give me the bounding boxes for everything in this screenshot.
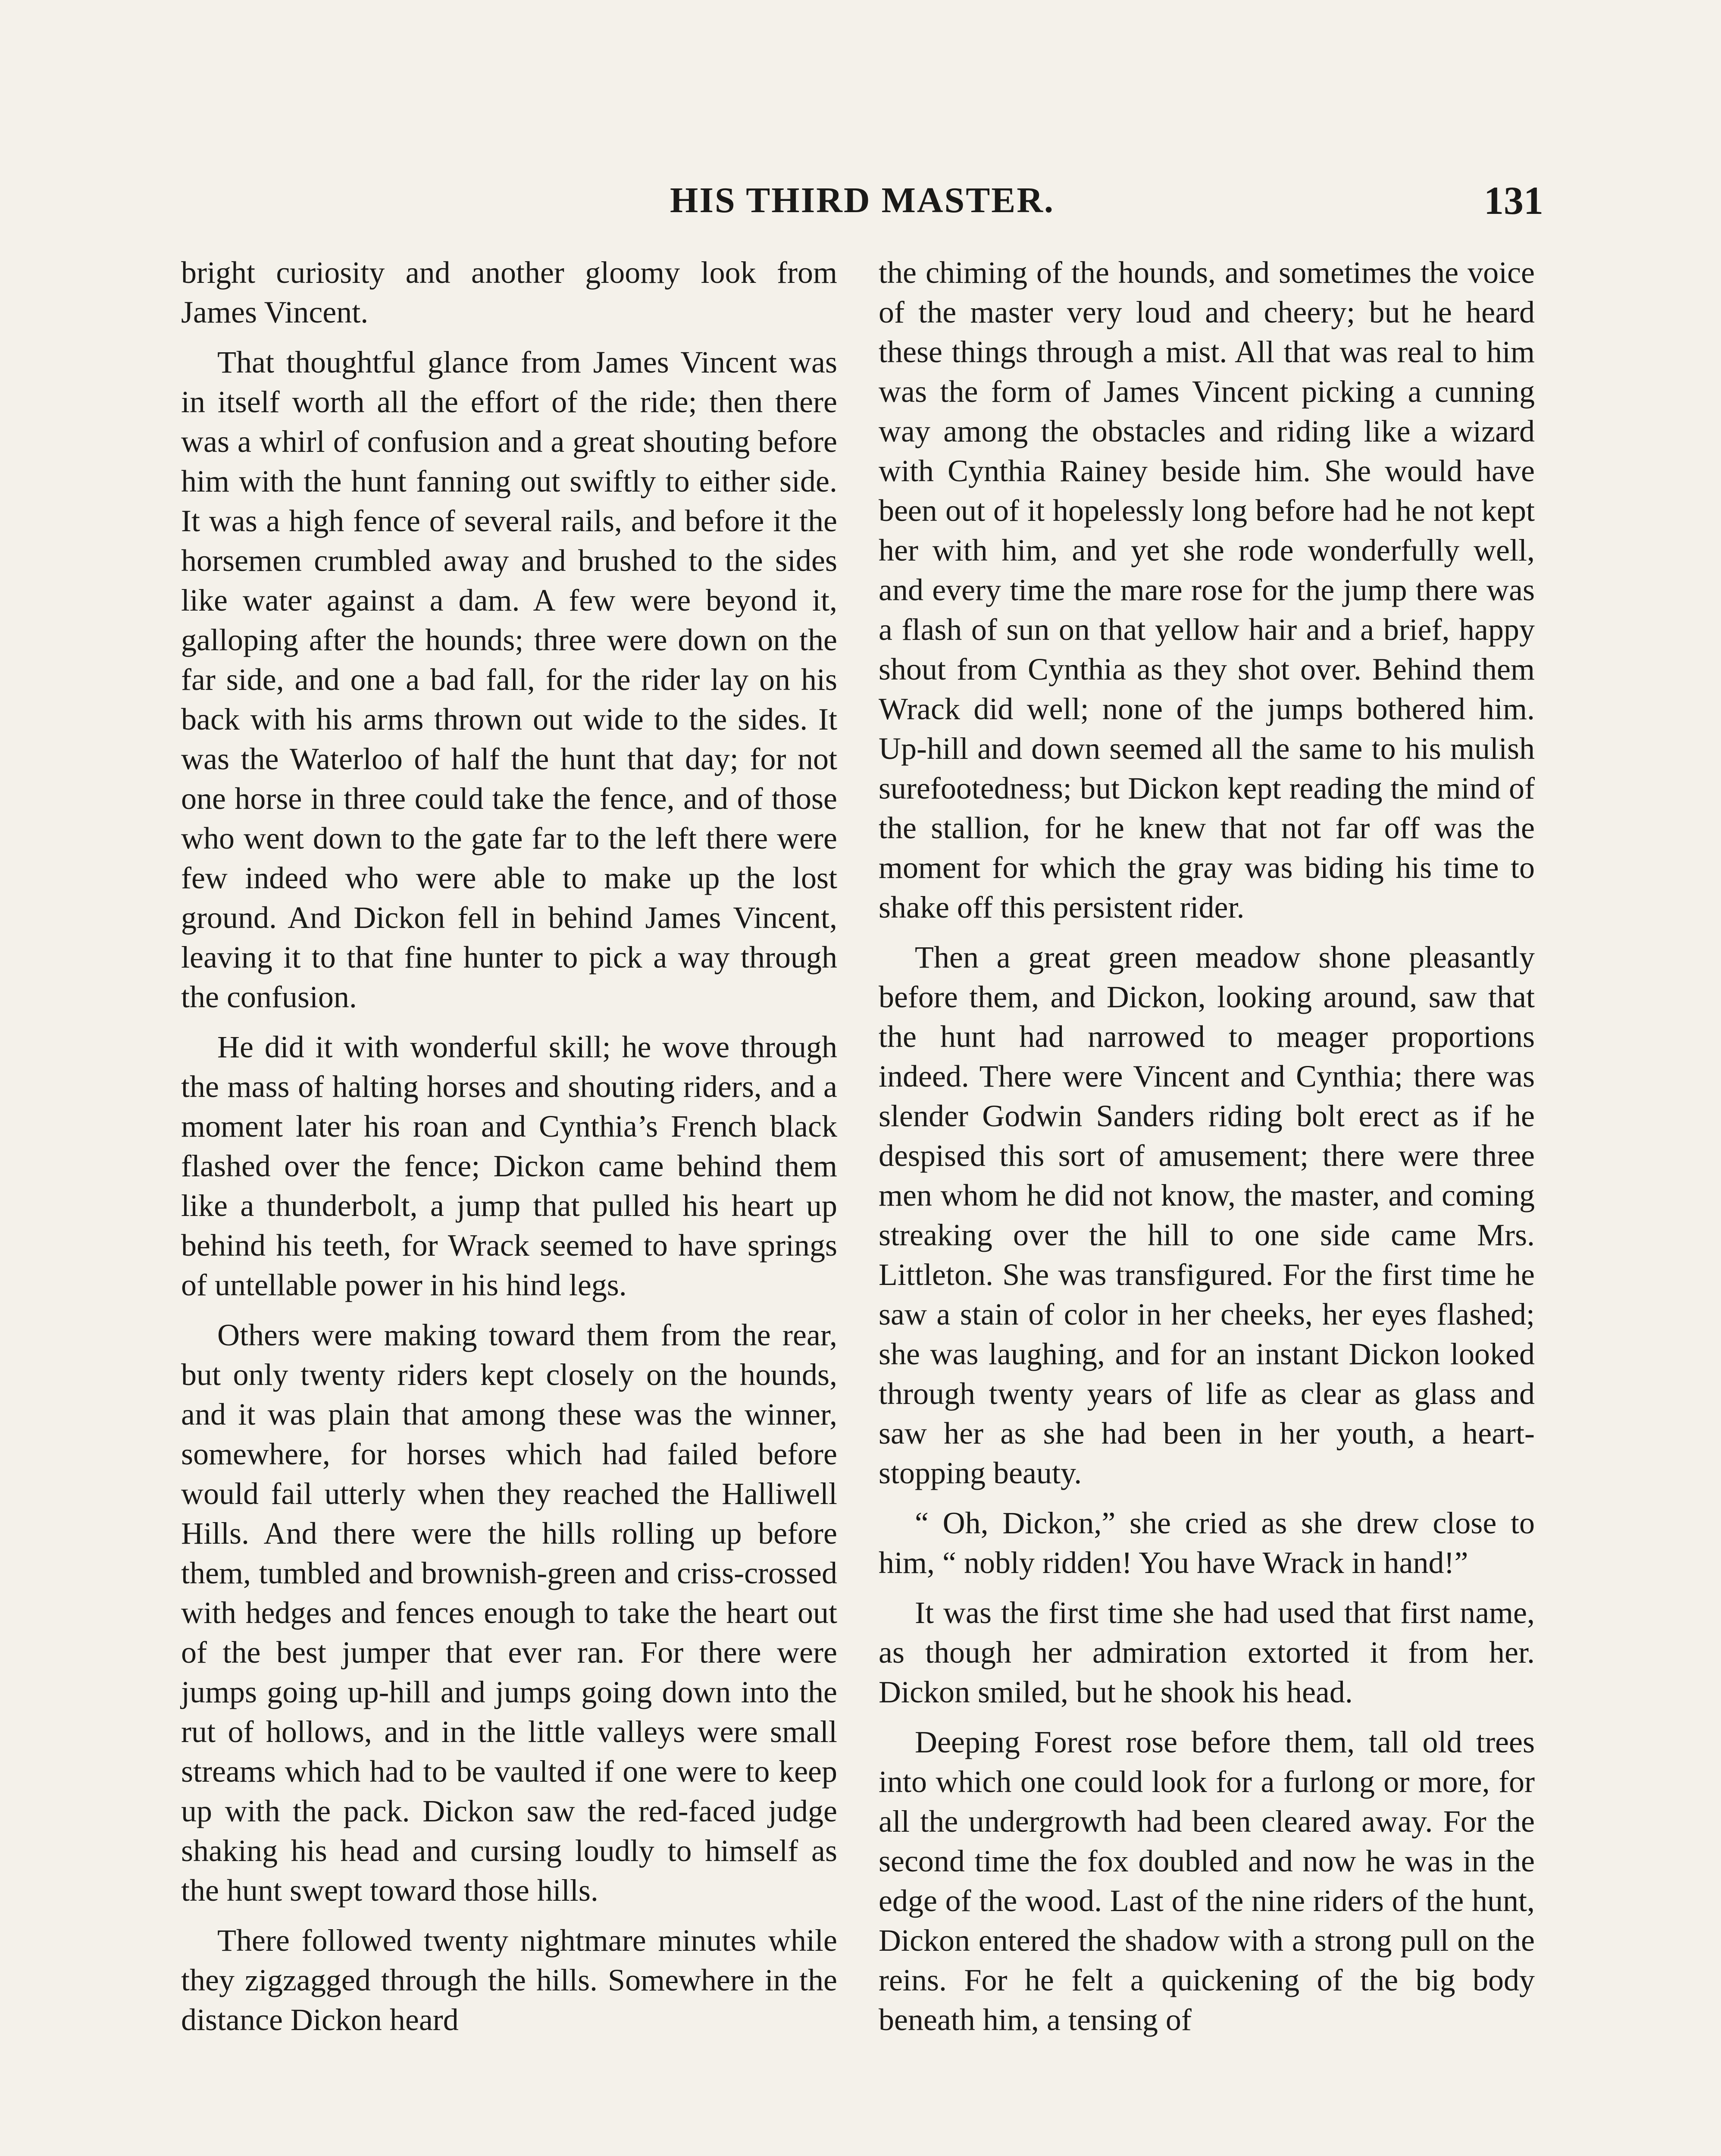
running-title: HIS THIRD MASTER. bbox=[670, 180, 1055, 220]
paragraph: He did it with wonderful skill; he wove through the mass of halting horses and shouting riders, and a moment later his roan and Cynthia’s French black flashed over the fence; Dickon came behind them like a thunderbolt, a jump that pulled his heart up behind his teeth, for Wrack seemed to have springs of untellable power in his hind legs. bbox=[181, 1030, 837, 1302]
running-head bbox=[181, 173, 1543, 229]
paragraph: There followed twenty nightmare minutes while they zigzagged through the hills. Somewhere in the distance Dickon heard bbox=[181, 1923, 837, 2037]
paragraph: the chiming of the hounds, and sometimes the voice of the master very loud and cheery; but he heard these things through a mist. All that was real to him was the form of James Vincent picking a cunning way among the obstacles and riding like a wizard with Cynthia Rainey beside him. She would have been out of it hopelessly long before had he not kept her with him, and yet she rode wonderfully well, and every time the mare rose for the jump there was a flash of sun on that yellow hair and a brief, happy shout from Cynthia as they shot over. Behind them Wrack did well; none of the jumps bothered him. Up-hill and down seemed all the same to his mulish surefootedness; but Dickon kept reading the mind of the stallion, for he knew that not far off was the moment for which the gray was biding his time to shake off this persistent rider. bbox=[879, 255, 1535, 924]
paragraph: It was the first time she had used that first name, as though her admiration extorted it from her. Dickon smiled, but he shook his head. bbox=[879, 1595, 1535, 1709]
paragraph: Then a great green meadow shone pleasantly before them, and Dickon, looking around, saw that the hunt had narrowed to meager proportions indeed. There were Vincent and Cynthia; there was slender Godwin Sanders riding bolt erect as if he despised this sort of amusement; there were three men whom he did not know, the master, and coming streaking over the hill to one side came Mrs. Littleton. She was transfigured. For the first time he saw a stain of color in her cheeks, her eyes flashed; she was laughing, and for an instant Dickon looked through twenty years of life as clear as glass and saw her as she had been in her youth, a heart-stopping beauty. bbox=[879, 940, 1535, 1490]
paragraph: “ Oh, Dickon,” she cried as she drew close to him, “ nobly ridden! You have Wrack in hand!” bbox=[879, 1506, 1535, 1580]
paragraph: bright curiosity and another gloomy look from James Vincent. bbox=[181, 255, 837, 329]
paragraph: Others were making toward them from the rear, but only twenty riders kept closely on the hounds, and it was plain that among these was the winner, somewhere, for horses which had failed before would fail utterly when they reached the Halliwell Hills. And there were the hills rolling up before them, tumbled and brownish-green and criss-crossed with hedges and fences enough to take the heart out of the best jumper that ever ran. For there were jumps going up-hill and jumps going down into the rut of hollows, and in the little valleys were small streams which had to be vaulted if one were to keep up with the pack. Dickon saw the red-faced judge shaking his head and cursing loudly to himself as the hunt swept toward those hills. bbox=[181, 1318, 837, 1908]
paragraph: That thoughtful glance from James Vincent was in itself worth all the effort of the ride; then there was a whirl of confusion and a great shouting before him with the hunt fanning out swiftly to either side. It was a high fence of several rails, and before it the horsemen crumbled away and brushed to the sides like water against a dam. A few were beyond it, galloping after the hounds; three were down on the far side, and one a bad fall, for the rider lay on his back with his arms thrown out wide to the sides. It was the Waterloo of half the hunt that day; for not one horse in three could take the fence, and of those who went down to the gate far to the left there were few indeed who were able to make up the lost ground. And Dickon fell in behind James Vincent, leaving it to that fine hunter to pick a way through the confusion. bbox=[181, 345, 837, 1014]
left-column bbox=[181, 253, 837, 2050]
paragraph: Deeping Forest rose before them, tall old trees into which one could look for a furlong or more, for all the undergrowth had been cleared away. For the second time the fox doubled and now he was in the edge of the wood. Last of the nine riders of the hunt, Dickon entered the shadow with a strong pull on the reins. For he felt a quickening of the big body beneath him, a tensing of bbox=[879, 1725, 1535, 2037]
right-column bbox=[879, 253, 1535, 2050]
page-number: 131 bbox=[1484, 179, 1543, 222]
